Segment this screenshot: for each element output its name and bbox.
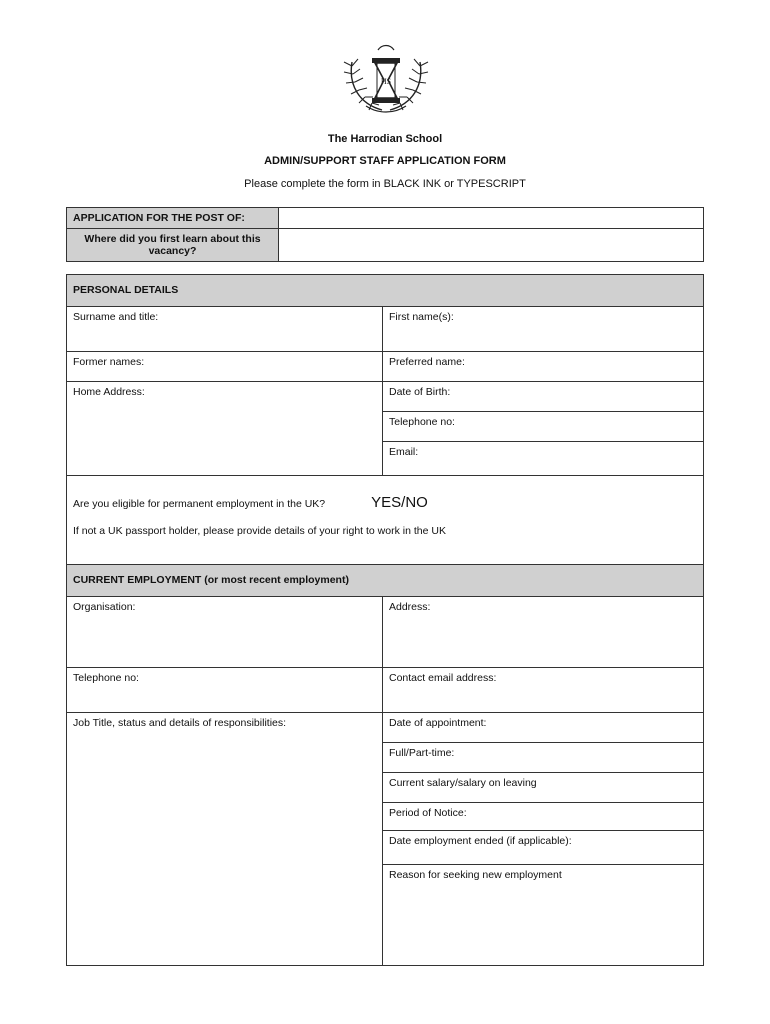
- reason-leaving-field[interactable]: Reason for seeking new employment: [383, 865, 704, 966]
- post-label: APPLICATION FOR THE POST OF:: [67, 208, 279, 229]
- home-address-field[interactable]: Home Address:: [67, 382, 383, 476]
- email-field[interactable]: Email:: [383, 442, 704, 476]
- contact-email-field[interactable]: Contact email address:: [383, 668, 704, 713]
- form-instructions: Please complete the form in BLACK INK or TYPESCRIPT: [244, 178, 526, 190]
- post-field[interactable]: [279, 208, 704, 229]
- vacancy-label: Where did you first learn about this vacancy?: [67, 229, 279, 262]
- eligibility-question: Are you eligible for permanent employment in the UK?: [73, 498, 326, 510]
- right-to-work-note: If not a UK passport holder, please provide details of your right to work in the UK: [73, 525, 446, 537]
- salary-field[interactable]: Current salary/salary on leaving: [383, 773, 704, 803]
- notice-period-field[interactable]: Period of Notice:: [383, 803, 704, 831]
- post-table: [66, 207, 704, 262]
- svg-text:HS: HS: [380, 77, 392, 86]
- yes-no-answer[interactable]: YES/NO: [371, 494, 428, 511]
- details-table: [66, 274, 704, 966]
- first-names-field[interactable]: First name(s):: [383, 307, 704, 352]
- former-names-field[interactable]: Former names:: [67, 352, 383, 382]
- full-part-time-field[interactable]: Full/Part-time:: [383, 743, 704, 773]
- eligibility-section[interactable]: [67, 476, 704, 565]
- school-crest-icon: [338, 40, 434, 116]
- current-employment-heading: CURRENT EMPLOYMENT (or most recent employment): [67, 565, 704, 597]
- telephone-field[interactable]: Telephone no:: [383, 412, 704, 442]
- form-title: ADMIN/SUPPORT STAFF APPLICATION FORM: [264, 155, 506, 167]
- eligibility-row: [73, 494, 697, 511]
- job-title-field[interactable]: Job Title, status and details of responsibilities:: [67, 713, 383, 966]
- surname-field[interactable]: Surname and title:: [67, 307, 383, 352]
- organisation-field[interactable]: Organisation:: [67, 597, 383, 668]
- dob-field[interactable]: Date of Birth:: [383, 382, 704, 412]
- employer-address-field[interactable]: Address:: [383, 597, 704, 668]
- personal-details-heading: PERSONAL DETAILS: [67, 275, 704, 307]
- date-ended-field[interactable]: Date employment ended (if applicable):: [383, 831, 704, 865]
- preferred-name-field[interactable]: Preferred name:: [383, 352, 704, 382]
- date-appointment-field[interactable]: Date of appointment:: [383, 713, 704, 743]
- vacancy-field[interactable]: [279, 229, 704, 262]
- employer-telephone-field[interactable]: Telephone no:: [67, 668, 383, 713]
- school-name: The Harrodian School: [327, 133, 443, 145]
